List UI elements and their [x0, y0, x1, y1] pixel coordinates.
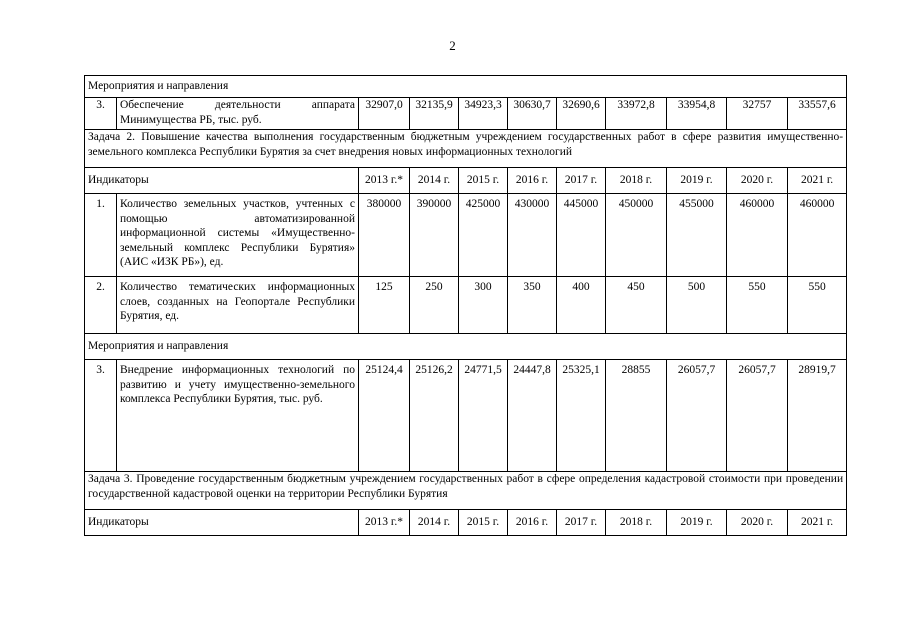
value-cell: 455000 [667, 194, 727, 277]
value-cell: 390000 [410, 194, 459, 277]
value-cell: 28855 [606, 360, 667, 472]
year-header: 2018 г. [606, 168, 667, 194]
value-cell: 425000 [459, 194, 508, 277]
task-row [85, 472, 847, 510]
page-number: 2 [449, 38, 456, 53]
table-row [85, 98, 847, 130]
table-row [85, 360, 847, 472]
value-cell: 24447,8 [508, 360, 557, 472]
year-header: 2020 г. [727, 168, 788, 194]
year-header: 2015 г. [459, 510, 508, 536]
task-row [85, 130, 847, 168]
row-description: Количество тематических информационных слоев, созданных на Геопортале Республики Бурятия, ед. [117, 277, 359, 334]
row-number: 1. [85, 194, 117, 277]
value-cell: 25124,4 [359, 360, 410, 472]
value-cell: 450000 [606, 194, 667, 277]
indicators-header-row [85, 168, 847, 194]
value-cell: 24771,5 [459, 360, 508, 472]
value-cell: 380000 [359, 194, 410, 277]
section-measures-row [85, 76, 847, 98]
value-cell: 32690,6 [557, 98, 606, 130]
indicators-header-row [85, 510, 847, 536]
year-header: 2017 г. [557, 168, 606, 194]
value-cell: 28919,7 [788, 360, 847, 472]
value-cell: 550 [727, 277, 788, 334]
value-cell: 32135,9 [410, 98, 459, 130]
task-2-text: Задача 2. Повышение качества выполнения государственным бюджетным учреждением государственных работ в сфере развития имущественно-земельного комплекса Республики Бурятия за счет внедрения новых информационных технологий [85, 130, 847, 168]
year-header: 2018 г. [606, 510, 667, 536]
value-cell: 25325,1 [557, 360, 606, 472]
section-measures-label: Мероприятия и направления [85, 334, 847, 360]
value-cell: 30630,7 [508, 98, 557, 130]
row-number: 3. [85, 360, 117, 472]
value-cell: 300 [459, 277, 508, 334]
year-header: 2019 г. [667, 510, 727, 536]
row-description: Количество земельных участков, учтенных с помощью автоматизированной информационной системы «Имущественно-земельный комплекс Республики Бурятия» (АИС «ИЗК РБ»), ед. [117, 194, 359, 277]
year-header: 2020 г. [727, 510, 788, 536]
value-cell: 460000 [727, 194, 788, 277]
year-header: 2014 г. [410, 510, 459, 536]
program-indicators-table [84, 75, 847, 536]
value-cell: 460000 [788, 194, 847, 277]
year-header: 2015 г. [459, 168, 508, 194]
year-header: 2013 г.* [359, 168, 410, 194]
table-row [85, 194, 847, 277]
value-cell: 445000 [557, 194, 606, 277]
value-cell: 25126,2 [410, 360, 459, 472]
section-measures-label: Мероприятия и направления [85, 76, 847, 98]
year-header: 2016 г. [508, 168, 557, 194]
year-header: 2021 г. [788, 510, 847, 536]
value-cell: 350 [508, 277, 557, 334]
value-cell: 33972,8 [606, 98, 667, 130]
value-cell: 430000 [508, 194, 557, 277]
value-cell: 33557,6 [788, 98, 847, 130]
year-header: 2014 г. [410, 168, 459, 194]
row-description: Внедрение информационных технологий по развитию и учету имущественно-земельного комплекса Республики Бурятия, тыс. руб. [117, 360, 359, 472]
row-number: 3. [85, 98, 117, 130]
value-cell: 125 [359, 277, 410, 334]
value-cell: 34923,3 [459, 98, 508, 130]
value-cell: 32757 [727, 98, 788, 130]
row-description: Обеспечение деятельности аппарата Минимущества РБ, тыс. руб. [117, 98, 359, 130]
value-cell: 550 [788, 277, 847, 334]
year-header: 2016 г. [508, 510, 557, 536]
indicators-label: Индикаторы [85, 510, 359, 536]
year-header: 2019 г. [667, 168, 727, 194]
value-cell: 33954,8 [667, 98, 727, 130]
value-cell: 400 [557, 277, 606, 334]
table-row [85, 277, 847, 334]
value-cell: 450 [606, 277, 667, 334]
value-cell: 500 [667, 277, 727, 334]
value-cell: 32907,0 [359, 98, 410, 130]
value-cell: 26057,7 [667, 360, 727, 472]
year-header: 2013 г.* [359, 510, 410, 536]
row-number: 2. [85, 277, 117, 334]
task-3-text: Задача 3. Проведение государственным бюджетным учреждением государственных работ в сфере определения кадастровой стоимости при проведении государственной кадастровой оценки на территории Республики Бурятия [85, 472, 847, 510]
value-cell: 250 [410, 277, 459, 334]
year-header: 2017 г. [557, 510, 606, 536]
year-header: 2021 г. [788, 168, 847, 194]
value-cell: 26057,7 [727, 360, 788, 472]
section-measures-row [85, 334, 847, 360]
indicators-label: Индикаторы [85, 168, 359, 194]
